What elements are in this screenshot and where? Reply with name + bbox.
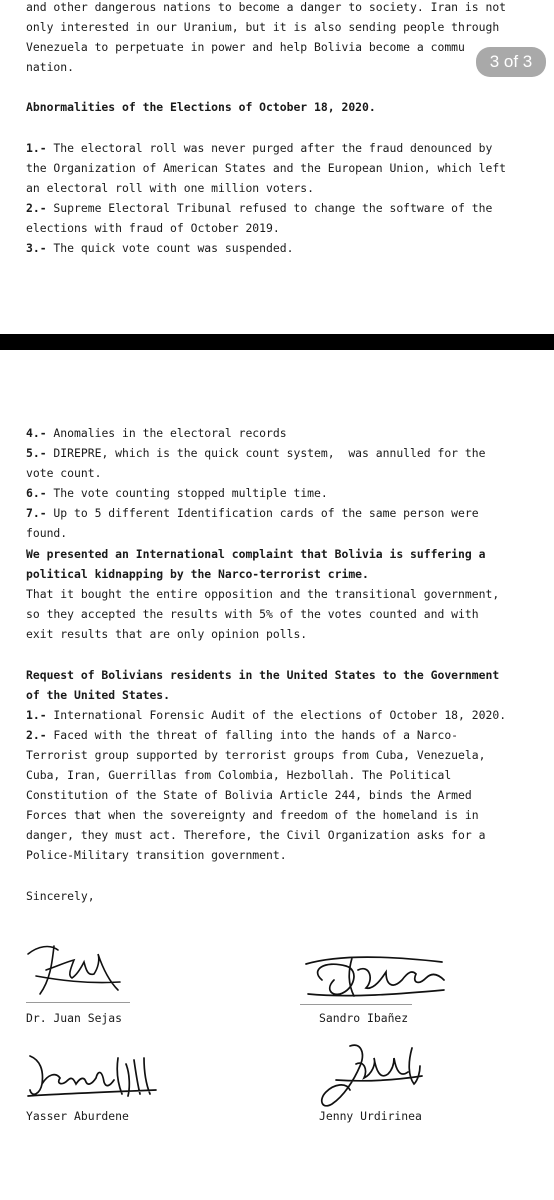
body-line: danger, they must act. Therefore, the Civil Organization asks for a [26,828,486,842]
body-line: vote count. [26,466,102,480]
item-number: 7.- [26,506,47,520]
document-page-2 [0,350,554,1200]
body-line: found. [26,526,68,540]
item-number: 1.- [26,141,47,155]
page-separator [0,334,554,350]
list-item-7: 7.- Up to 5 different Identification cards of the same person were [26,506,479,520]
body-line: Police-Military transition government. [26,848,287,862]
signature-jenny-urdirinea [316,1040,426,1112]
body-line: Cuba, Iran, Guerrillas from Colombia, Hezbollah. The Political [26,768,452,782]
body-line: Terrorist group supported by terrorist groups from Cuba, Venezuela, [26,748,486,762]
body-line: Venezuela to perpetuate in power and help Bolivia become a commu [26,40,465,54]
item-number: 3.- [26,241,47,255]
item-number: 4.- [26,426,47,440]
signature-sandro-ibanez [300,950,448,1004]
item-number: 1.- [26,708,47,722]
signature-yasser-aburdene [26,1050,158,1104]
request-heading: of the United States. [26,688,171,702]
signatory-name: Dr. Juan Sejas [26,1011,123,1025]
complaint-bold-line: political kidnapping by the Narco-terrorist crime. [26,567,369,581]
closing: Sincerely, [26,889,95,903]
page-indicator-badge: 3 of 3 [476,47,546,77]
body-line: exit results that are only opinion polls. [26,627,308,641]
body-line: so they accepted the results with 5% of the votes counted and with [26,607,479,621]
body-line: an electoral roll with one million voters. [26,181,315,195]
list-item-5: 5.- DIREPRE, which is the quick count system, was annulled for the [26,446,486,460]
signature-juan-sejas [24,940,124,1000]
request-item-2: 2.- Faced with the threat of falling into the hands of a Narco- [26,728,459,742]
body-line: That it bought the entire opposition and the transitional government, [26,587,500,601]
body-line: Constitution of the State of Bolivia Article 244, binds the Armed [26,788,472,802]
request-heading: Request of Bolivians residents in the United States to the Government [26,668,500,682]
signatory-name: Sandro Ibañez [319,1011,409,1025]
signature-line [26,1002,130,1003]
item-number: 6.- [26,486,47,500]
signatory-name: Jenny Urdirinea [319,1109,422,1123]
item-number: 2.- [26,201,47,215]
body-line: Forces that when the sovereignty and freedom of the homeland is in [26,808,479,822]
complaint-bold-line: We presented an International complaint that Bolivia is suffering a [26,547,486,561]
body-line: nation. [26,60,75,74]
item-number: 5.- [26,446,47,460]
signatory-name: Yasser Aburdene [26,1109,129,1123]
document-page-1 [0,0,554,334]
section-heading: Abnormalities of the Elections of October 18, 2020. [26,100,376,114]
list-item-1: 1.- The electoral roll was never purged after the fraud denounced by [26,141,493,155]
list-item-2: 2.- Supreme Electoral Tribunal refused to change the software of the [26,201,493,215]
list-item-4: 4.- Anomalies in the electoral records [26,426,287,440]
body-line: and other dangerous nations to become a danger to society. Iran is not [26,0,507,14]
request-item-1: 1.- International Forensic Audit of the elections of October 18, 2020. [26,708,507,722]
body-line: elections with fraud of October 2019. [26,221,280,235]
item-number: 2.- [26,728,47,742]
list-item-6: 6.- The vote counting stopped multiple time. [26,486,328,500]
body-line: the Organization of American States and the European Union, which left [26,161,507,175]
signature-line [300,1004,412,1005]
list-item-3: 3.- The quick vote count was suspended. [26,241,294,255]
body-line: only interested in our Uranium, but it is also sending people through [26,20,500,34]
